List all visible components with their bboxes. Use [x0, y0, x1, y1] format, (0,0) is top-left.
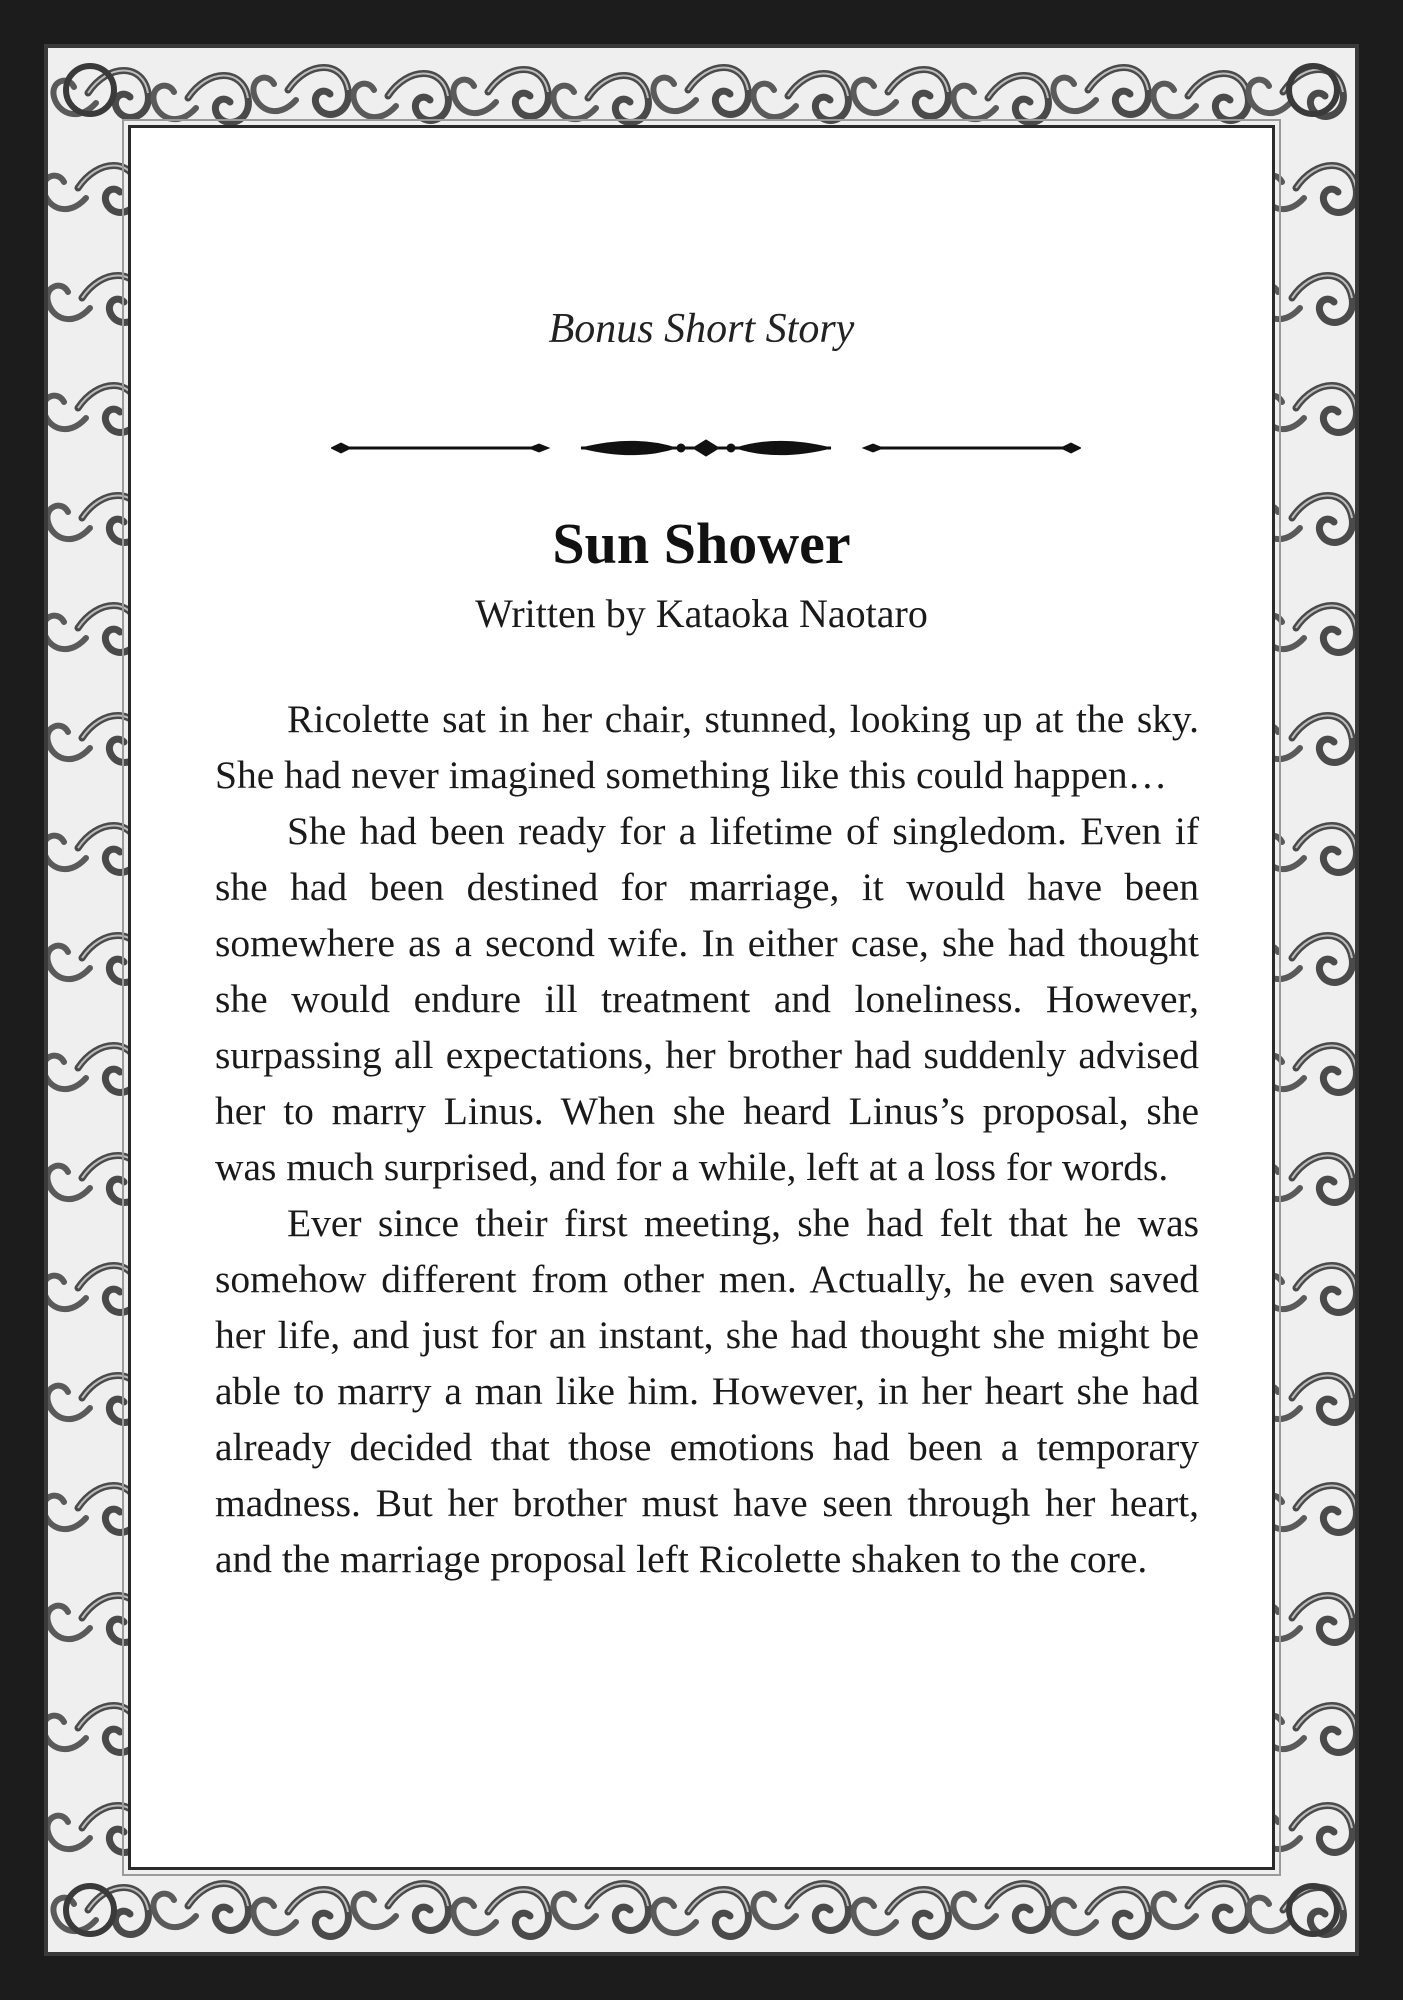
- story-body: [215, 691, 1199, 1587]
- story-paragraph-3: Ever since their first meeting, she had felt that he was somehow different from other men. Actually, he even saved her life, and just for an instant, she had thought she might be able to marry a man like him. However, in her heart she had already decided that those emotions had been a temporary madness. But her brother must have seen through her heart, and the marriage proposal left Ricolette shaken to the core.: [215, 1201, 1199, 1581]
- ornamental-divider-icon: [331, 428, 1081, 468]
- story-byline: Written by Kataoka Naotaro: [475, 591, 928, 636]
- story-panel: [128, 125, 1275, 1870]
- section-label: Bonus Short Story: [548, 306, 855, 352]
- story-paragraph-1: Ricolette sat in her chair, stunned, looking up at the sky. She had never imagined something like this could happen…: [215, 697, 1199, 797]
- story-paragraph-2: She had been ready for a lifetime of singledom. Even if she had been destined for marriage, it would have been somewhere as a second wife. In either case, she had thought she would endure ill treatment and loneliness. However, surpassing all expectations, her brother had suddenly advised her to marry Linus. When she heard Linus’s proposal, she was much surprised, and for a while, left at a loss for words.: [215, 809, 1199, 1189]
- story-title: Sun Shower: [552, 511, 851, 576]
